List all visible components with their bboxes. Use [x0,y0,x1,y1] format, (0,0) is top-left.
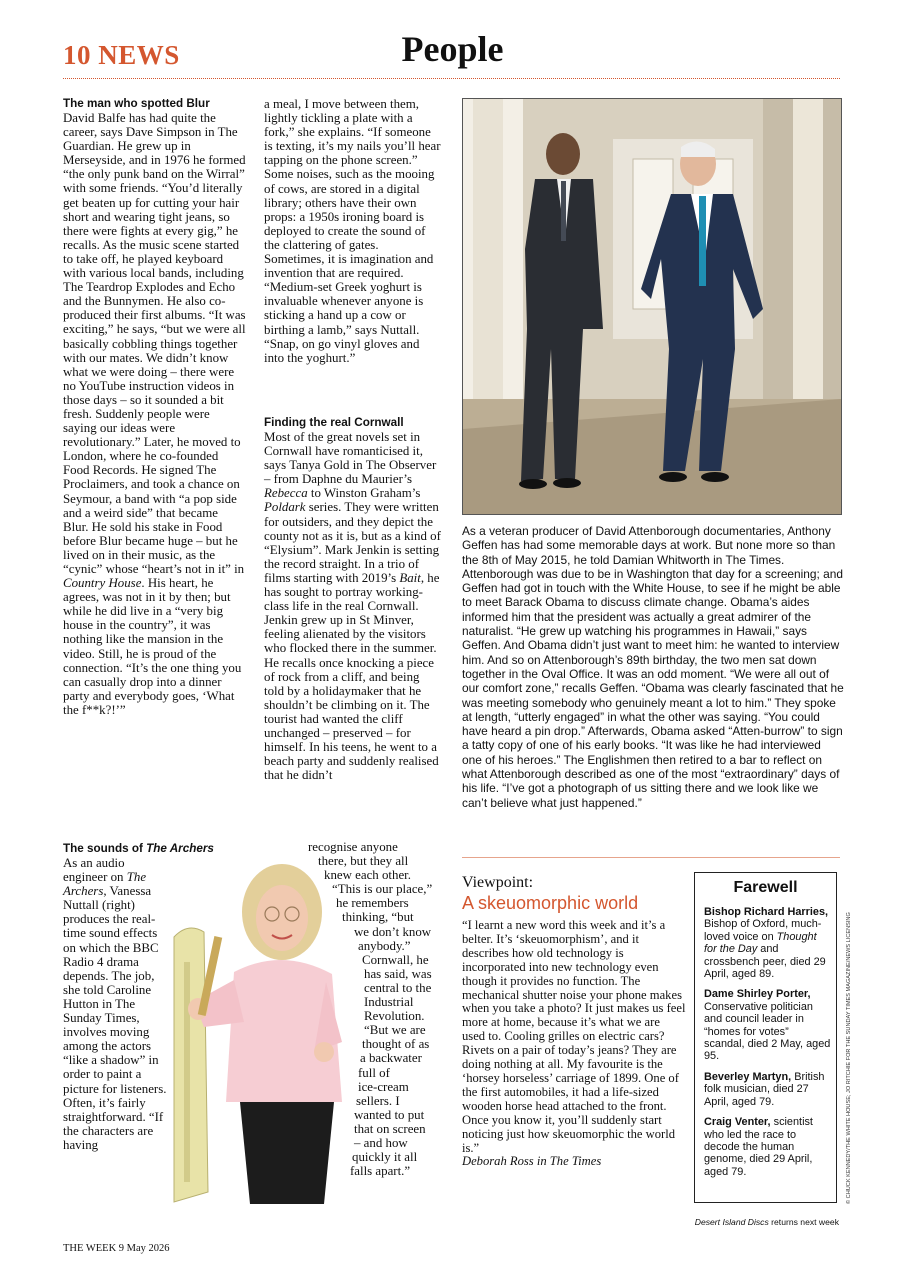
farewell-entry: Dame Shirley Porter, Conservative politician and council leader in “homes for votes” scandal, died 2 May, aged 95. [704,988,831,1063]
archers-body-continued: a meal, I move between them, lightly tickling a plate with a fork,” she explains. “If someone is texting, it’s my nails you’ll hear tapping on the phone screen.” Some noises, such as the mooing of cows, are stored in a digital library; others have their own props: a 1950s ironing board is deployed to create the sound of the clattering of gates. Sometimes, it is imagination and invention that are required. “Medium-set Greek yoghurt is invaluable whenever anyone is sticking a hand up a cow or birthing a lamb,” says Nuttall. “Snap, on go vinyl gloves and into the yoghurt.” [264,97,441,365]
cornwall-tail-line: thought of as [362,1037,430,1052]
cornwall-article [264,416,442,782]
blur-headline: The man who spotted Blur [63,97,210,110]
farewell-entry: Beverley Martyn, British folk musician, died 27 April, aged 79. [704,1070,825,1108]
blur-body: David Balfe has had quite the career, says Dave Simpson in The Guardian. He grew up in Merseyside, and in 1976 he formed “the only punk band on the Wirral” with some friends. “You’d literally get beaten up for cutting your hair short and wearing tight jeans, so there were fights at every gig,” he recalls. As the music scene started to take off, he played keyboard with various local bands, including The Teardrop Explodes and Echo and the Bunnymen. He also co-produced their first albums. “It was exciting,” he says, “but we were all basically cobbling things together with our mates. We didn’t know what we were doing – there were no YouTube instruction videos in those days – so it sounded a bit fresh. Suddenly people were saying our ideas were revolutionary.” Later, he moved to London, where he co-founded Food Records. He signed The Proclaimers, and took a chance on Seymour, a band with “a pop side and a weird side” that became Blur. He sold his stake in Food before Blur became huge – but he lived on in their music, as the “cynic” whose “heart’s not in it” in Country House. His heart, he agrees, was not in it by then; but while he did live in a “very big house in the country”, it was nothing like the mansion in the video. Still, he is proud of the connection. “It’s the one thing you can casually drop into a dinner party and everybody goes, ‘What the f**k?!’” [63,111,246,717]
cornwall-body: Most of the great novels set in Cornwall have romanticised it, says Tanya Gold in The Observer – from Daphne du Maurier’s Rebecca to Winston Graham’s Poldark series. They were written for outsiders, and they depict the county not as it is, but as a kind of “Elysium”. Mark Jenkin is setting the record straight. In a trio of films starting with 2019’s Bait, he has sought to portray working-class life in the real Cornwall. Jenkin grew up in St Minver, feeling alienated by the visitors who flocked there in the summer. He recalls once knocking a piece of rock from a cliff, and being told by a holidaymaker that he shouldn’t be climbing on it. The tourist had wanted the cliff unchanged – preserved – for himself. In his teens, he went to a beach party and suddenly realised that he didn’t [264,430,441,783]
cornwall-tail-line: full of [358,1065,390,1080]
cornwall-tail-line: there, but they all [318,854,409,869]
viewpoint-label: Viewpoint: [462,874,534,891]
page-title: People [401,29,504,69]
viewpoint-text: “I learnt a new word this week and it’s a belter. It’s ‘skeuomorphism’, and it describes how old technology is incorporated into new technology even though it provides no function. The mechanical shutter noise your phone makes when you take a photo? It just makes us feel more at home, because it’s what we are used to. Cooling grilles on electric cars? Rivets on a pair of today’s jeans? They are doing nothing at all. My favourite is the ‘horsey horseless’ carriage of 1899. One of the first automobiles, it had a life-sized wooden horse head attached to the front. Once you know it, you’ll suddenly start noticing just how skeuomorphic the world is.” [462,918,686,1155]
obama-attenborough-photo [462,98,842,515]
cornwall-tail-line: that on screen [354,1121,426,1136]
cornwall-tail-line: knew each other. [324,868,411,883]
cornwall-tail-line: falls apart.” [350,1164,411,1179]
cornwall-tail-line: anybody.” [358,938,411,953]
next-week-note: Desert Island Discs returns next week [694,1217,839,1227]
cornwall-tail-line: he remembers [336,896,409,911]
cornwall-tail-line: Cornwall, he [362,952,429,967]
cornwall-tail-line: recognise anyone [308,840,398,854]
blur-article [63,97,246,717]
archers-article [63,842,214,1152]
cornwall-tail [260,840,450,1178]
farewell-list [704,906,832,1186]
cornwall-tail-line: we don’t know [354,924,432,939]
viewpoint-byline: Deborah Ross in The Times [462,1154,602,1169]
farewell-box [694,872,837,1203]
cornwall-headline: Finding the real Cornwall [264,416,404,429]
cornwall-tail-line: central to the [364,980,432,995]
attenborough-caption [462,524,844,810]
cornwall-tail-line: thinking, “but [342,910,414,925]
page-footer: THE WEEK 9 May 2026 [63,1243,170,1254]
cornwall-tail-line: Industrial [364,995,414,1010]
viewpoint-body [462,919,686,1169]
cornwall-tail-line: “This is our place,” [332,882,433,897]
section-divider [462,857,840,858]
photo-credit: © CHUCK KENNEDY/THE WHITE HOUSE; JO RITCHIE FOR THE SUNDAY TIMES MAGAZINE/NEWS LICENSING [846,912,852,1204]
archers-continued [264,97,442,365]
viewpoint-title: A skeuomorphic world [462,893,639,913]
cornwall-tail-line: “But we are [364,1023,426,1038]
section-number: 10 NEWS [63,40,180,70]
cornwall-tail-line: has said, was [364,966,432,981]
cornwall-tail-line: sellers. I [356,1093,400,1108]
cornwall-tail-line: ice-cream [358,1079,409,1094]
country-house-title: Country House [63,576,142,591]
cornwall-tail-line: a backwater [360,1051,422,1066]
cornwall-tail-line: – and how [354,1135,408,1150]
farewell-title: Farewell [733,879,798,896]
farewell-entry: Bishop Richard Harries, Bishop of Oxford, much-loved voice on Thought for the Day and crossbench peer, died 29 April, aged 89. [704,906,829,981]
header-rule [63,78,840,79]
cornwall-tail-line: wanted to put [354,1107,425,1122]
cornwall-tail-line: quickly it all [352,1150,418,1165]
cornwall-tail-line: Revolution. [364,1009,425,1024]
farewell-entry: Craig Venter, scientist who led the race to decode the human genome, died 29 April, aged 79. [704,1116,813,1178]
archers-body: As an audio engineer on The Archers, Vanessa Nuttall (right) produces the real-time sound effects on which the BBC Radio 4 drama depends. The job, she told Caroline Hutton in The Sunday Times, involves moving among the actors “like a shadow” in order to paint a picture for listeners. Often, it’s fairly straightforward. “If the characters are having [63,856,167,1152]
attenborough-caption-text: As a veteran producer of David Attenborough documentaries, Anthony Geffen has had some memorable days at work. But none more so than the 8th of May 2015, he told Damian Whitworth in The Times. Attenborough was due to be in Washington that day for a screening; and Geffen had got in touch with the White House, to see if he might be able to meet Barack Obama to discuss climate change. Obama’s aides informed him that the president was actually a great admirer of the naturalist. “He grew up watching his programmes in Hawaii,” says Geffen. And Obama didn’t just want to meet him: he wanted to interview him. And so on Attenborough’s 89th birthday, the two men sat down together in the Oval Office. It was an odd moment. “We were all out of our comfort zone,” recalls Geffen. “Obama was clearly fascinated that he was meeting somebody who genuinely meant a lot to him.” They spoke at length, “utterly engaged” in what the other was saying. “You could have heard a pin drop.” Afterwards, Obama asked “Atten-burrow” to sign a tatty copy of one of his early books. “It was like he had interviewed one of his heroes.” The Englishmen then retired to a bar to reflect on what Attenborough described as one of the most “extraordinary” days of his life. “I’ve got a photograph of us sitting there and we look like we can’t believe what just happened.” [462,524,844,810]
archers-headline: The sounds of The Archers [63,842,214,855]
